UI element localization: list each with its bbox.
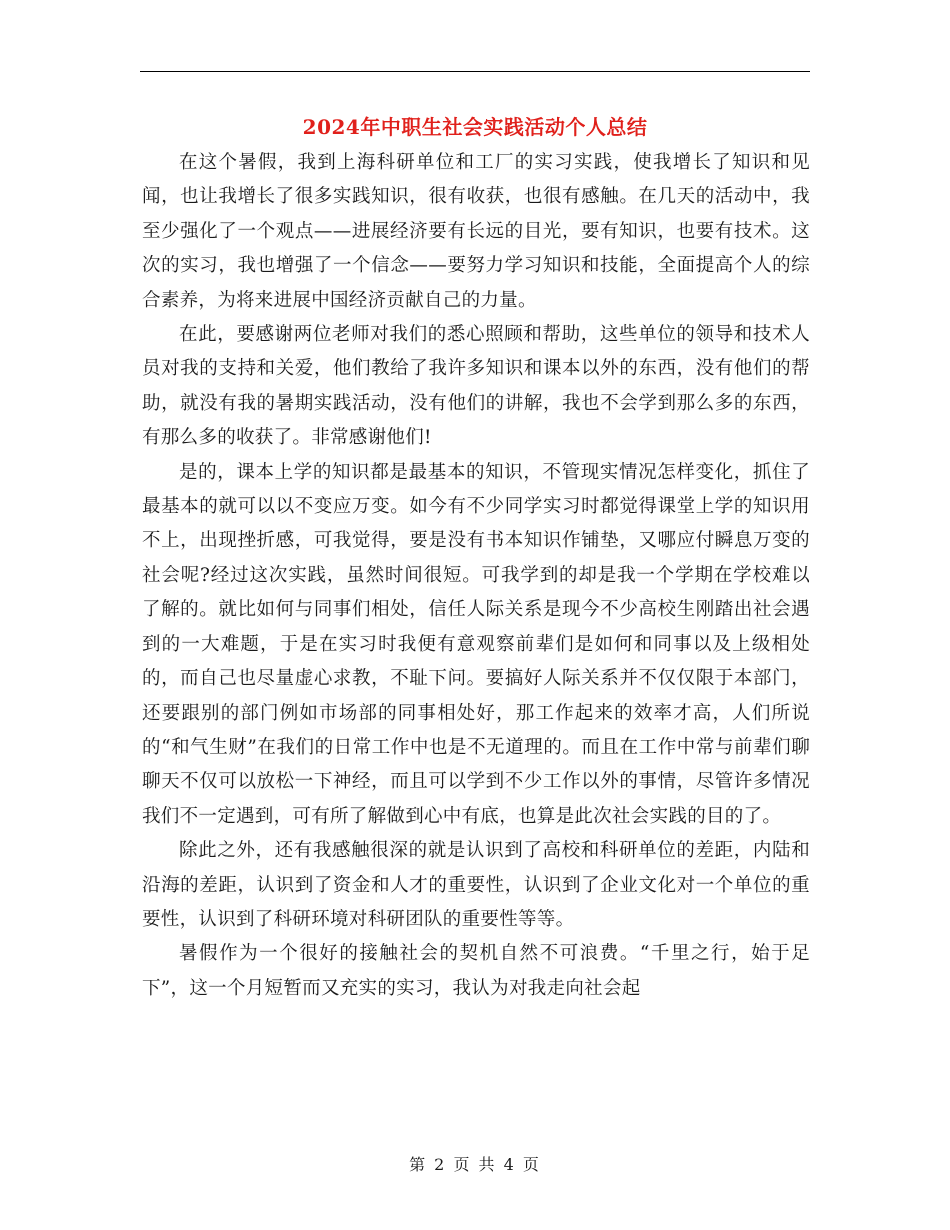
page-number-footer: 第 2 页 共 4 页 xyxy=(409,1155,541,1174)
paragraph-3: 是的，课本上学的知识都是最基本的知识，不管现实情况怎样变化，抓住了最基本的就可以以不变应万变。如今有不少同学实习时都觉得课堂上学的知识用不上，出现挫折感，可我觉得，要是没有书本知识作铺垫，又哪应付瞬息万变的社会呢?经过这次实践，虽然时间很短。可我学到的却是我一个学期在学校难以了解的。就比如何与同事们相处，信任人际关系是现今不少高校生刚踏出社会遇到的一大难题，于是在实习时我便有意观察前辈们是如何和同事以及上级相处的，而自己也尽量虚心求教，不耻下问。要搞好人际关系并不仅仅限于本部门，还要跟别的部门例如市场部的同事相处好，那工作起来的效率才高，人们所说的“和气生财”在我们的日常工作中也是不无道理的。而且在工作中常与前辈们聊聊天不仅可以放松一下神经，而且可以学到不少工作以外的事情，尽管许多情况我们不一定遇到，可有所了解做到心中有底，也算是此次社会实践的目的了。 xyxy=(142,461,810,827)
paragraph-2: 在此，要感谢两位老师对我们的悉心照顾和帮助，这些单位的领导和技术人员对我的支持和关爱，他们教给了我许多知识和课本以外的东西，没有他们的帮助，就没有我的暑期实践活动，没有他们的讲解，我也不会学到那么多的东西，有那么多的收获了。非常感谢他们! xyxy=(142,324,810,449)
paragraph-1: 在这个暑假，我到上海科研单位和工厂的实习实践，使我增长了知识和见闻，也让我增长了很多实践知识，很有收获，也很有感触。在几天的活动中，我至少强化了一个观点——进展经济要有长远的目光，要有知识，也要有技术。这次的实习，我也增强了一个信念——要努力学习知识和技能，全面提高个人的综合素养，为将来进展中国经济贡献自己的力量。 xyxy=(142,152,810,311)
header-rule xyxy=(140,71,810,72)
paragraph-4: 除此之外，还有我感触很深的就是认识到了高校和科研单位的差距，内陆和沿海的差距，认识到了资金和人才的重要性，认识到了企业文化对一个单位的重要性，认识到了科研环境对科研团队的重要性等等。 xyxy=(142,840,810,930)
document-body xyxy=(142,146,810,1006)
document-title: 2024年中职生社会实践活动个人总结 xyxy=(302,115,648,139)
paragraph-5: 暑假作为一个很好的接触社会的契机自然不可浪费。“千里之行，始于足下”，这一个月短暂而又充实的实习，我认为对我走向社会起 xyxy=(142,943,810,999)
